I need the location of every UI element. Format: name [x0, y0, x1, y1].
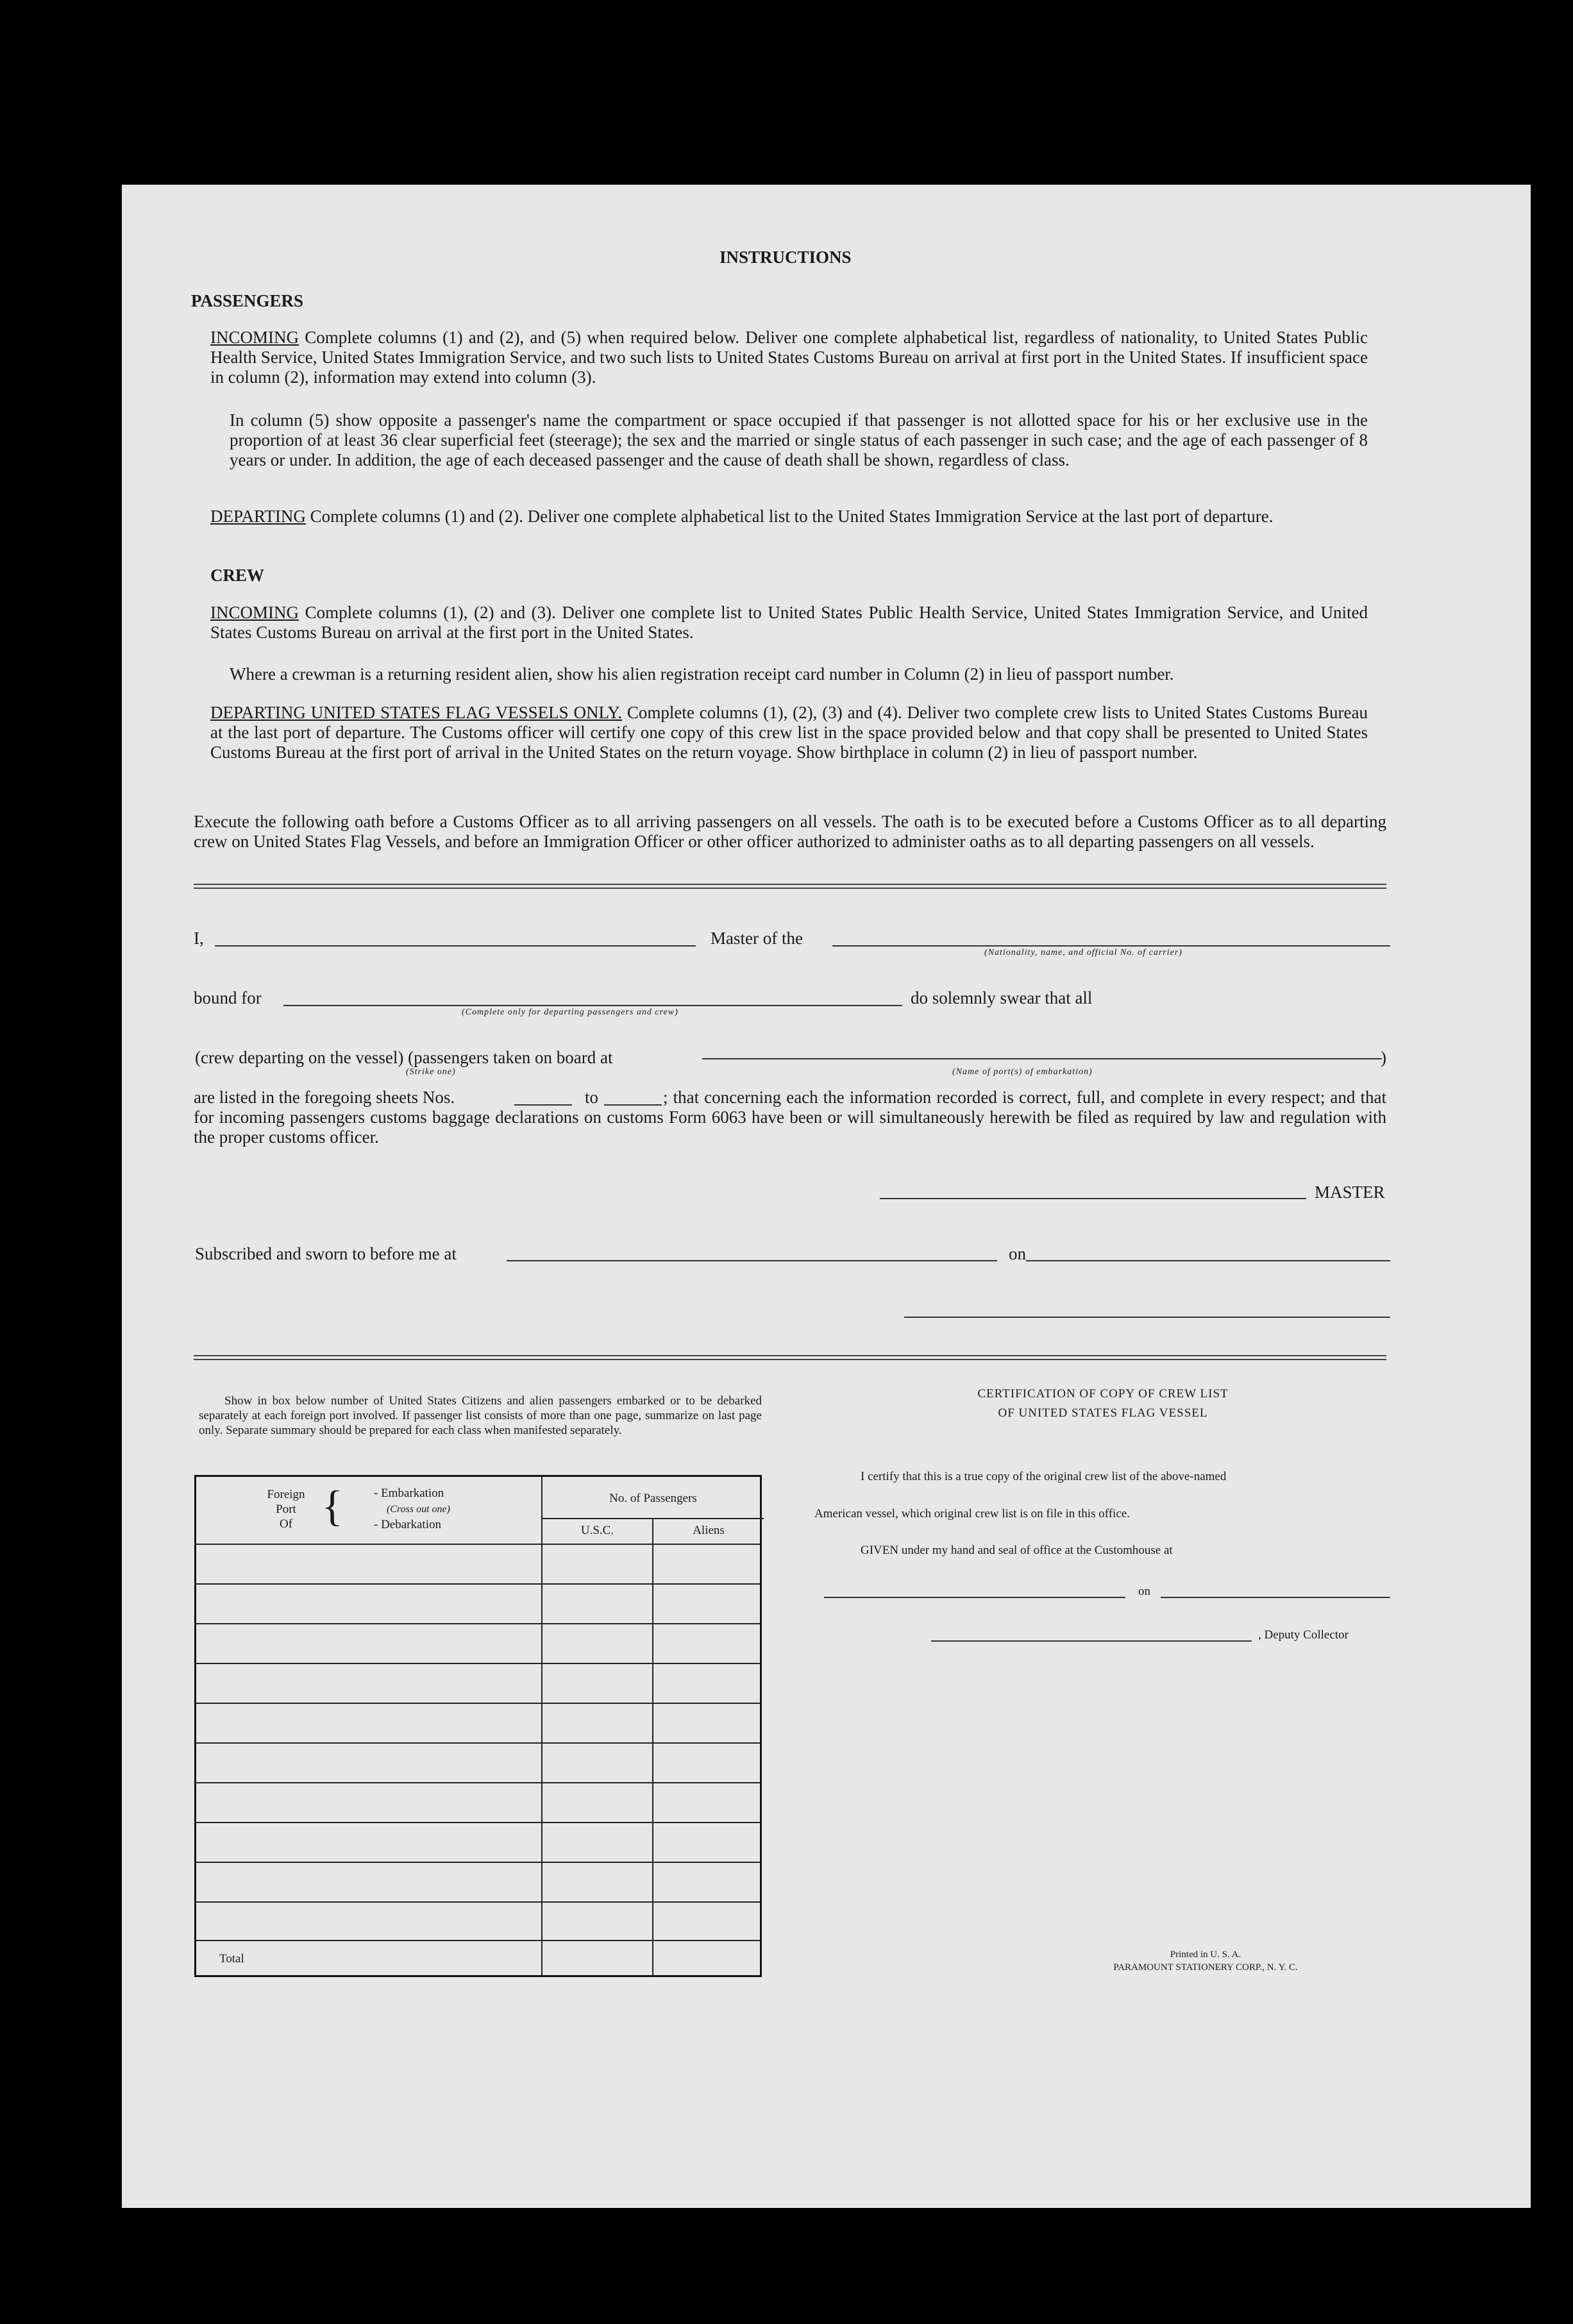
listed-to: to — [585, 1088, 599, 1107]
total-label: Total — [219, 1952, 244, 1966]
debarkation-label: - Debarkation — [374, 1518, 441, 1531]
crew-incoming-paragraph — [210, 603, 1368, 643]
swear-text: do solemnly swear that all — [911, 988, 1093, 1007]
customhouse-field[interactable] — [824, 1597, 1125, 1598]
table-header — [196, 1477, 760, 1545]
printer-line-1: Printed in U. S. A. — [1170, 1949, 1241, 1960]
listed-text-b: ; that concerning each the information recorded is correct, full, and complete in every respect; and that for incoming passengers customs baggage declarations on customs Form 6063 have been or will simultaneously herewith be filed as required by law and regulation with the proper customs officer. — [194, 1088, 1386, 1147]
departing-flag-label: DEPARTING UNITED STATES FLAG VESSELS ONLY. — [210, 703, 623, 722]
col-divider-2 — [652, 1518, 653, 1977]
table-row — [196, 1862, 760, 1863]
table-row — [196, 1940, 760, 1941]
foreign-word: Foreign — [267, 1488, 305, 1501]
no-of-passengers-header: No. of Passengers — [609, 1492, 697, 1505]
bound-for-label: bound for — [194, 988, 262, 1007]
certification-title-2: OF UNITED STATES FLAG VESSEL — [998, 1406, 1208, 1420]
departing-text: Complete columns (1) and (2). Deliver one complete alphabetical list to the United States Immigration Service at the last port of departure. — [305, 507, 1274, 526]
embarkation-label: - Embarkation — [374, 1486, 444, 1500]
given-line: GIVEN under my hand and seal of office at the Customhouse at — [861, 1544, 1173, 1557]
port-word: Port — [276, 1503, 296, 1516]
deputy-collector-label: , Deputy Collector — [1258, 1628, 1349, 1642]
crew-incoming-text: Complete columns (1), (2) and (3). Deliver one complete list to United States Public Health Service, United States Immigration Service, and United States Customs Bureau on arrival at the first port in the United States. — [210, 603, 1368, 642]
crew-heading: CREW — [210, 566, 265, 585]
carrier-field[interactable] — [832, 945, 1390, 947]
carrier-caption: (Nationality, name, and official No. of carrier) — [984, 948, 1182, 957]
sworn-place-field[interactable] — [507, 1260, 997, 1261]
table-row — [196, 1583, 760, 1585]
master-label: MASTER — [1315, 1183, 1385, 1202]
master-signature-field[interactable] — [880, 1198, 1306, 1199]
deputy-collector-field[interactable] — [931, 1640, 1252, 1642]
divider-bottom — [194, 1355, 1386, 1360]
passengers-heading: PASSENGERS — [191, 291, 304, 310]
of-word: Of — [279, 1517, 293, 1531]
table-row — [196, 1703, 760, 1704]
passengers-departing-paragraph — [210, 507, 1368, 526]
bound-for-field[interactable] — [283, 1005, 902, 1006]
brace: { — [322, 1481, 343, 1530]
master-name-field[interactable] — [215, 945, 696, 947]
cert-date-field[interactable] — [1161, 1597, 1390, 1598]
col-divider-1 — [541, 1477, 543, 1975]
embarkation-ports-field[interactable] — [702, 1058, 1382, 1059]
departing-flag-paragraph — [210, 703, 1368, 762]
oath-i: I, — [194, 929, 204, 948]
column5-paragraph: In column (5) show opposite a passenger's name the compartment or space occupied if that passenger is not allotted space for his or her exclusive use in the proportion of at least 36 clear superficial feet (steerage); the sex and the married or single status of each passenger in such case; and the age of each passenger of 8 years or under. In addition, the age of each deceased passenger and the cause of death shall be shown, regardless of class. — [230, 410, 1368, 469]
usc-header: U.S.C. — [580, 1524, 614, 1537]
table-row — [196, 1623, 760, 1624]
strike-one-caption: (Strike one) — [406, 1067, 456, 1077]
table-row — [196, 1742, 760, 1744]
sworn-date-field[interactable] — [1026, 1260, 1390, 1261]
divider-top — [194, 884, 1386, 889]
printer-line-2: PARAMOUNT STATIONERY CORP., N. Y. C. — [1113, 1962, 1298, 1973]
departing-label: DEPARTING — [210, 507, 306, 526]
departing-flag-text: Complete columns (1), (2), (3) and (4). Deliver two complete crew lists to United States Customs Bureau at the last port of departure. The Customs officer will certify one copy of this crew list in the space provided below and that copy shall be presented to United States Customs Bureau at the first port of arrival in the United States on the return voyage. Show birthplace in column (2) in lieu of passport number. — [210, 703, 1368, 762]
form-page — [122, 185, 1531, 2208]
instructions-title: INSTRUCTIONS — [719, 248, 852, 267]
sworn-on-label: on — [1009, 1244, 1026, 1263]
subscribed-text: Subscribed and sworn to before me at — [195, 1244, 457, 1263]
table-row — [196, 1663, 760, 1664]
table-row — [196, 1901, 760, 1903]
master-of-the: Master of the — [711, 929, 803, 948]
aliens-header: Aliens — [693, 1524, 725, 1537]
incoming-text: Complete columns (1) and (2), and (5) when required below. Deliver one complete alphabetical list, regardless of nationality, to United States Public Health Service, United States Immigration Service, and two such lists to United States Customs Bureau on arrival at first port in the United States. If insufficient space in column (2), information may extend into column (3). — [210, 328, 1368, 387]
crew-departing-text: (crew departing on the vessel) (passengers taken on board at — [195, 1048, 613, 1067]
crew-incoming-label: INCOMING — [210, 603, 299, 622]
certify-line-1: I certify that this is a true copy of the original crew list of the above-named — [861, 1470, 1227, 1483]
oath-intro: Execute the following oath before a Customs Officer as to all arriving passengers on all vessels. The oath is to be executed before a Customs Officer as to all departing crew on United States Flag Vessels, and before an Immigration Officer or other officer authorized to administer oaths as to all departing passengers on all vessels. — [194, 812, 1386, 851]
ports-caption: (Name of port(s) of embarkation) — [952, 1067, 1093, 1077]
certification-title-1: CERTIFICATION OF COPY OF CREW LIST — [977, 1387, 1229, 1401]
foreign-port-label — [260, 1487, 312, 1531]
table-row — [196, 1822, 760, 1823]
passengers-incoming-paragraph — [210, 328, 1368, 387]
officer-signature-field[interactable] — [904, 1317, 1390, 1318]
table-row — [196, 1782, 760, 1783]
bound-for-caption: (Complete only for departing passengers and crew) — [462, 1007, 678, 1017]
crewman-paragraph: Where a crewman is a returning resident alien, show his alien registration receipt card number in Column (2) in lieu of passport number. — [230, 664, 1174, 684]
listed-text-a: are listed in the foregoing sheets Nos. — [194, 1088, 455, 1107]
certify-line-2: American vessel, which original crew list is on file in this office. — [814, 1507, 1130, 1520]
cross-out-label: (Cross out one) — [387, 1504, 450, 1515]
passenger-summary-table — [194, 1475, 762, 1977]
summary-note: Show in box below number of United States Citizens and alien passengers embarked or to be debarked separately at each foreign port involved. If passenger list consists of more than one page, summarize on last page only. Separate summary should be prepared for each class when manifested separately. — [199, 1394, 762, 1437]
cert-on-label: on — [1138, 1585, 1150, 1598]
close-paren: ) — [1381, 1048, 1386, 1067]
incoming-label: INCOMING — [210, 328, 299, 347]
